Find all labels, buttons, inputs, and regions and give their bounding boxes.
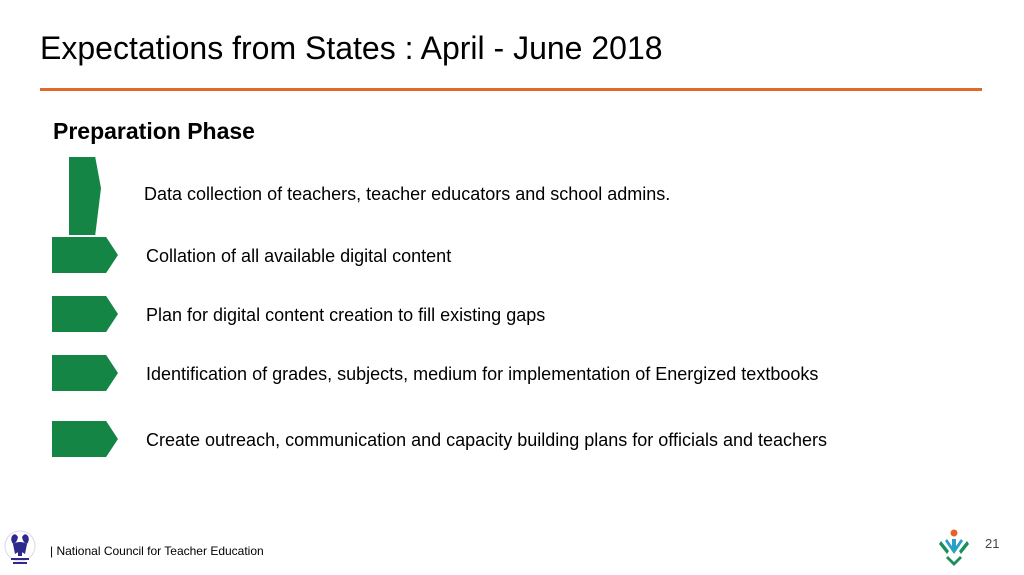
item-text: Plan for digital content creation to fill existing gaps xyxy=(146,305,546,325)
bullet-arrow-icon xyxy=(52,355,118,391)
item-text: Create outreach, communication and capacity building plans for officials and teachers xyxy=(146,430,828,450)
footer-org: | National Council for Teacher Education xyxy=(50,544,264,558)
bullet-arrow-icon xyxy=(52,421,118,457)
slide-title: Expectations from States : April - June 2018 xyxy=(40,30,663,66)
diksha-logo-icon xyxy=(937,527,971,567)
item-text: Collation of all available digital content xyxy=(146,246,452,266)
section-heading: Preparation Phase xyxy=(53,118,255,144)
bullet-arrow-icon xyxy=(52,237,118,273)
item-text: Data collection of teachers, teacher educators and school admins. xyxy=(144,184,671,204)
page-number: 21 xyxy=(985,536,1000,551)
bullet-arrow-icon xyxy=(69,157,101,235)
bullet-arrow-icon xyxy=(52,296,118,332)
item-text: Identification of grades, subjects, medium for implementation of Energized textbooks xyxy=(146,364,819,384)
title-divider xyxy=(40,88,982,91)
ncte-logo-icon xyxy=(4,530,36,568)
